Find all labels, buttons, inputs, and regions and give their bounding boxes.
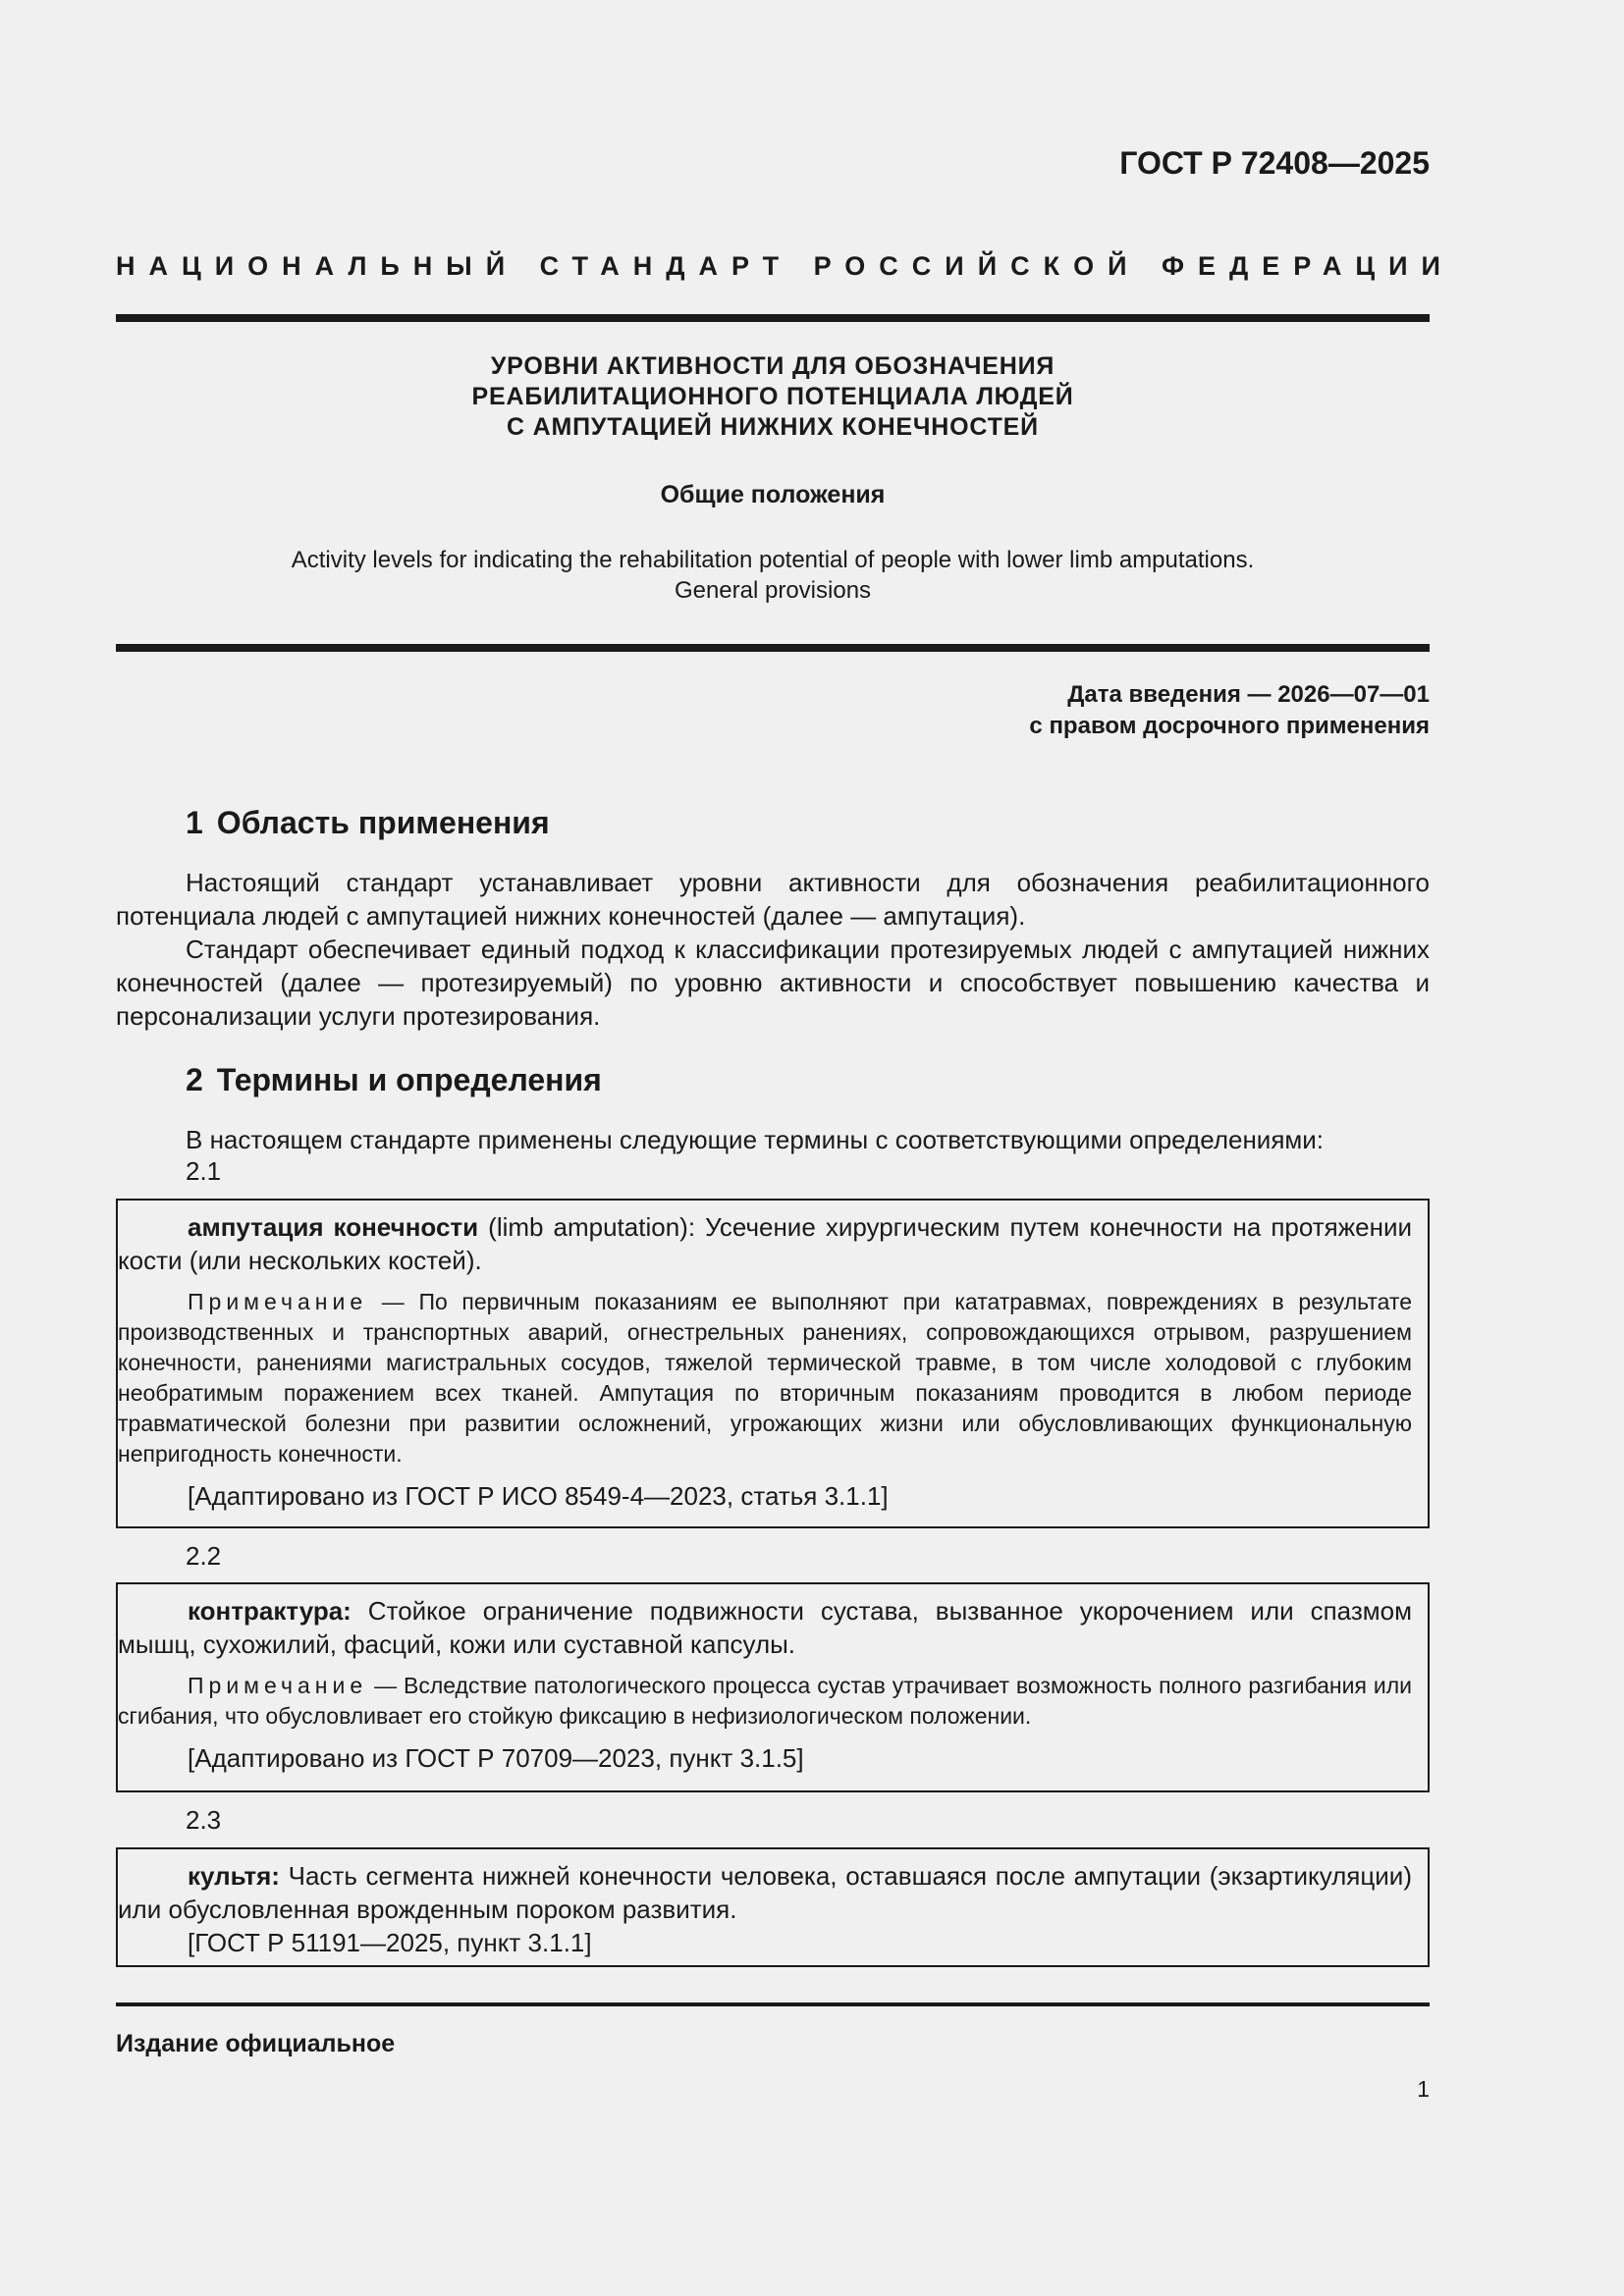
section-2-heading [186, 1062, 602, 1098]
title-rule [116, 644, 1430, 652]
note-label: Примечание [188, 1673, 368, 1698]
page-number: 1 [1417, 2076, 1430, 2102]
document-subtitle: Общие положения [660, 481, 886, 508]
paragraph: Стандарт обеспечивает единый подход к классификации протезируемых людей с ампутацией нижних конечностей (далее — протезируемый) по уровню активности и способствует повышению качества и персонализации услуги протезирования. [116, 934, 1430, 1031]
section-title: Область применения [216, 805, 550, 840]
term-source: [ГОСТ Р 51191—2025, пункт 3.1.1] [188, 1928, 592, 1957]
footer-rule [116, 2002, 1430, 2006]
term-definition [118, 1210, 1412, 1277]
term-name: ампутация конечности [188, 1212, 479, 1242]
term-definition [118, 1594, 1412, 1661]
term-note [118, 1671, 1412, 1732]
early-application: с правом досрочного применения [1029, 713, 1430, 739]
term-note [118, 1287, 1412, 1469]
official-edition-label: Издание официальное [116, 2030, 396, 2057]
term-name: культя: [188, 1861, 280, 1891]
section-number: 1 [186, 805, 203, 840]
english-title-line: Activity levels for indicating the rehabilitation potential of people with lower limb amputations. [291, 547, 1255, 573]
introduction-date [1029, 679, 1430, 742]
paragraph: Настоящий стандарт устанавливает уровни активности для обозначения реабилитационного потенциала людей с ампутацией нижних конечностей (далее — ампутация). [116, 868, 1430, 931]
term-number: 2.3 [186, 1805, 222, 1835]
term-source: [Адаптировано из ГОСТ Р ИСО 8549-4—2023, статья 3.1.1] [188, 1481, 889, 1511]
term-box [116, 1582, 1430, 1792]
term-source: [Адаптировано из ГОСТ Р 70709—2023, пункт 3.1.5] [188, 1743, 804, 1773]
definition-text: (limb amputation): Усечение хирургическим путем конечности на протяжении кости (или нескольких костей). [118, 1212, 1412, 1275]
section-title: Термины и определения [216, 1062, 602, 1097]
english-title-line: General provisions [674, 577, 872, 604]
term-definition [118, 1859, 1412, 1926]
title-line: УРОВНИ АКТИВНОСТИ ДЛЯ ОБОЗНАЧЕНИЯ [490, 352, 1056, 380]
term-box [116, 1847, 1430, 1967]
section-1-heading [186, 805, 550, 841]
national-standard-banner: НАЦИОНАЛЬНЫЙ СТАНДАРТ РОССИЙСКОЙ ФЕДЕРАЦИИ [116, 251, 1454, 281]
section-1-body [116, 866, 1430, 1033]
intro-date: Дата введения — 2026—07—01 [1067, 681, 1430, 708]
header-rule [116, 314, 1430, 322]
section-number: 2 [186, 1062, 203, 1097]
note-text: — Вследствие патологического процесса сустав утрачивает возможность полного разгибания или сгибания, что обусловливает его стойкую фиксацию в нефизиологическом положении. [118, 1673, 1412, 1729]
gost-code: ГОСТ Р 72408—2025 [1119, 145, 1430, 181]
note-label: Примечание [188, 1289, 368, 1314]
section-2-intro [116, 1123, 1430, 1156]
paragraph: В настоящем стандарте применены следующие термины с соответствующими определениями: [186, 1125, 1325, 1154]
english-title [116, 545, 1430, 606]
term-number: 2.2 [186, 1541, 222, 1571]
document-title [116, 351, 1430, 443]
title-line: С АМПУТАЦИЕЙ НИЖНИХ КОНЕЧНОСТЕЙ [507, 413, 1039, 441]
term-box [116, 1199, 1430, 1528]
term-name: контрактура: [188, 1596, 352, 1626]
definition-text: Часть сегмента нижней конечности человека, оставшаяся после ампутации (экзартикуляции) или обусловленная врожденным пороком развития. [118, 1861, 1412, 1924]
note-text: — По первичным показаниям ее выполняют при кататравмах, повреждениях в результате производственных и транспортных аварий, огнестрельных ранениях, сопровождающихся отрывом, разрушением конечности, ранениями магистральных сосудов, тяжелой термической травме, в том числе холодовой с глубоким необратимым поражением всех тканей. Ампутация по вторичным показаниям проводится в любом периоде травматической болезни при развитии осложнений, угрожающих жизни или обусловливающих функциональную непригодность конечности. [118, 1289, 1412, 1467]
definition-text: Стойкое ограничение подвижности сустава, вызванное укорочением или спазмом мышц, сухожилий, фасций, кожи или суставной капсулы. [118, 1596, 1412, 1659]
term-number: 2.1 [186, 1156, 222, 1186]
title-line: РЕАБИЛИТАЦИОННОГО ПОТЕНЦИАЛА ЛЮДЕЙ [471, 383, 1074, 410]
